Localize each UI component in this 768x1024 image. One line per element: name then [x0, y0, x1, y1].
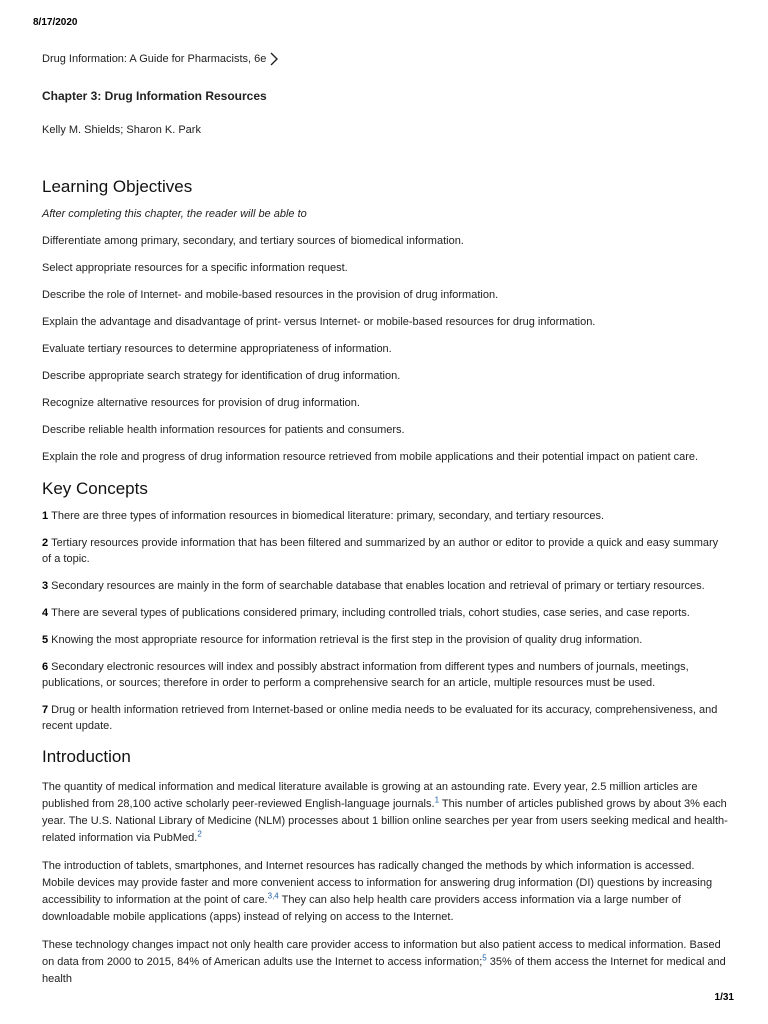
key-concept-item	[42, 632, 728, 648]
objective-item: Differentiate among primary, secondary, and tertiary sources of biomedical information.	[42, 235, 464, 247]
page-indicator: 1/31	[714, 992, 734, 1003]
citation-link[interactable]: 5	[482, 953, 487, 963]
objective-item: Describe appropriate search strategy for identification of drug information.	[42, 370, 401, 382]
key-concept-item	[42, 702, 728, 734]
key-concept-text: Drug or health information retrieved from Internet-based or online media needs to be evaluated for its accuracy, comprehensiveness, and recent update.	[42, 704, 718, 732]
paragraph-text: 35% of them access the Internet for medical and health	[42, 956, 726, 985]
key-concept-item	[42, 659, 728, 691]
key-concept-text: Tertiary resources provide information that has been filtered and summarized by an author or editor to provide a quick and easy summary of a topic.	[42, 537, 719, 565]
key-concept-item	[42, 578, 728, 594]
intro-paragraph	[42, 937, 728, 988]
key-concept-number: 6	[42, 661, 49, 673]
key-concept-text: Knowing the most appropriate resource for information retrieval is the first step in the provision of quality drug information.	[51, 634, 643, 646]
introduction-heading: Introduction	[42, 747, 131, 766]
paragraph-text: The quantity of medical information and medical literature available is growing at an astounding rate. Every year, 2.5 million articles are published from 28,100 active scholarly peer-reviewed English-language journals.	[42, 781, 698, 810]
objectives-list	[42, 233, 728, 465]
citation-link[interactable]: 2	[197, 829, 202, 839]
citation-link[interactable]: 3,4	[267, 891, 279, 901]
key-concept-item	[42, 605, 728, 621]
paragraph-text: The introduction of tablets, smartphones, and Internet resources has radically changed the methods by which information is accessed. Mobile devices may provide faster and more convenient access to information for answering drug information (DI) questions by increasing accessibility to information at the point of care.	[42, 860, 713, 906]
key-concept-number: 2	[42, 537, 49, 549]
objective-item: Describe the role of Internet- and mobile-based resources in the provision of drug information.	[42, 289, 499, 301]
key-concept-number: 5	[42, 634, 49, 646]
learning-objectives-heading: Learning Objectives	[42, 177, 193, 196]
objectives-intro: After completing this chapter, the reader will be able to	[42, 208, 307, 220]
key-concept-item	[42, 508, 728, 524]
paragraph-text: These technology changes impact not only health care provider access to information but also patient access to medical information. Based on data from 2000 to 2015, 84% of American adults use the Internet to access information;	[42, 939, 721, 968]
key-concept-number: 3	[42, 580, 49, 592]
chapter-authors: Kelly M. Shields; Sharon K. Park	[42, 124, 201, 136]
page-content	[42, 50, 728, 988]
objective-item: Select appropriate resources for a specific information request.	[42, 262, 348, 274]
objective-item: Evaluate tertiary resources to determine appropriateness of information.	[42, 343, 392, 355]
key-concepts-heading: Key Concepts	[42, 479, 148, 498]
print-date: 8/17/2020	[33, 17, 78, 28]
key-concept-number: 1	[42, 510, 49, 522]
key-concept-text: There are three types of information resources in biomedical literature: primary, secondary, and tertiary resources.	[51, 510, 605, 522]
book-title: Drug Information: A Guide for Pharmacists, 6e	[42, 53, 267, 65]
book-title-link[interactable]	[42, 50, 728, 68]
key-concept-item	[42, 535, 728, 567]
key-concept-text: There are several types of publications considered primary, including controlled trials, cohort studies, case series, and case reports.	[51, 607, 690, 619]
objective-item: Describe reliable health information resources for patients and consumers.	[42, 424, 405, 436]
chevron-right-icon	[268, 52, 280, 66]
key-concept-text: Secondary electronic resources will index and possibly abstract information from different types and numbers of journals, meetings, publications, or sources; therefore in order to perform a comprehensive search for an article, multiple resources must be used.	[42, 661, 689, 689]
paragraph-text: This number of articles published grows by about 3% each year. The U.S. National Library of Medicine (NLM) processes about 1 billion online searches per year from users seeking medical and health-related information via PubMed.	[42, 798, 728, 844]
citation-link[interactable]: 1	[434, 795, 440, 805]
key-concept-text: Secondary resources are mainly in the form of searchable database that enables location and retrieval of primary or tertiary resources.	[51, 580, 705, 592]
key-concept-number: 7	[42, 704, 49, 716]
chapter-title: Chapter 3: Drug Information Resources	[42, 89, 267, 103]
objective-item: Explain the role and progress of drug information resource retrieved from mobile applications and their potential impact on patient care.	[42, 451, 699, 463]
objective-item: Recognize alternative resources for provision of drug information.	[42, 397, 360, 409]
key-concept-number: 4	[42, 607, 49, 619]
paragraph-text: They can also help health care providers access information via a large number of downloadable mobile applications (apps) instead of relying on access to the Internet.	[42, 894, 681, 923]
intro-paragraph	[42, 779, 728, 847]
objective-item: Explain the advantage and disadvantage of print- versus Internet- or mobile-based resources for drug information.	[42, 316, 596, 328]
key-concepts-list	[42, 508, 728, 734]
intro-paragraph	[42, 858, 728, 926]
